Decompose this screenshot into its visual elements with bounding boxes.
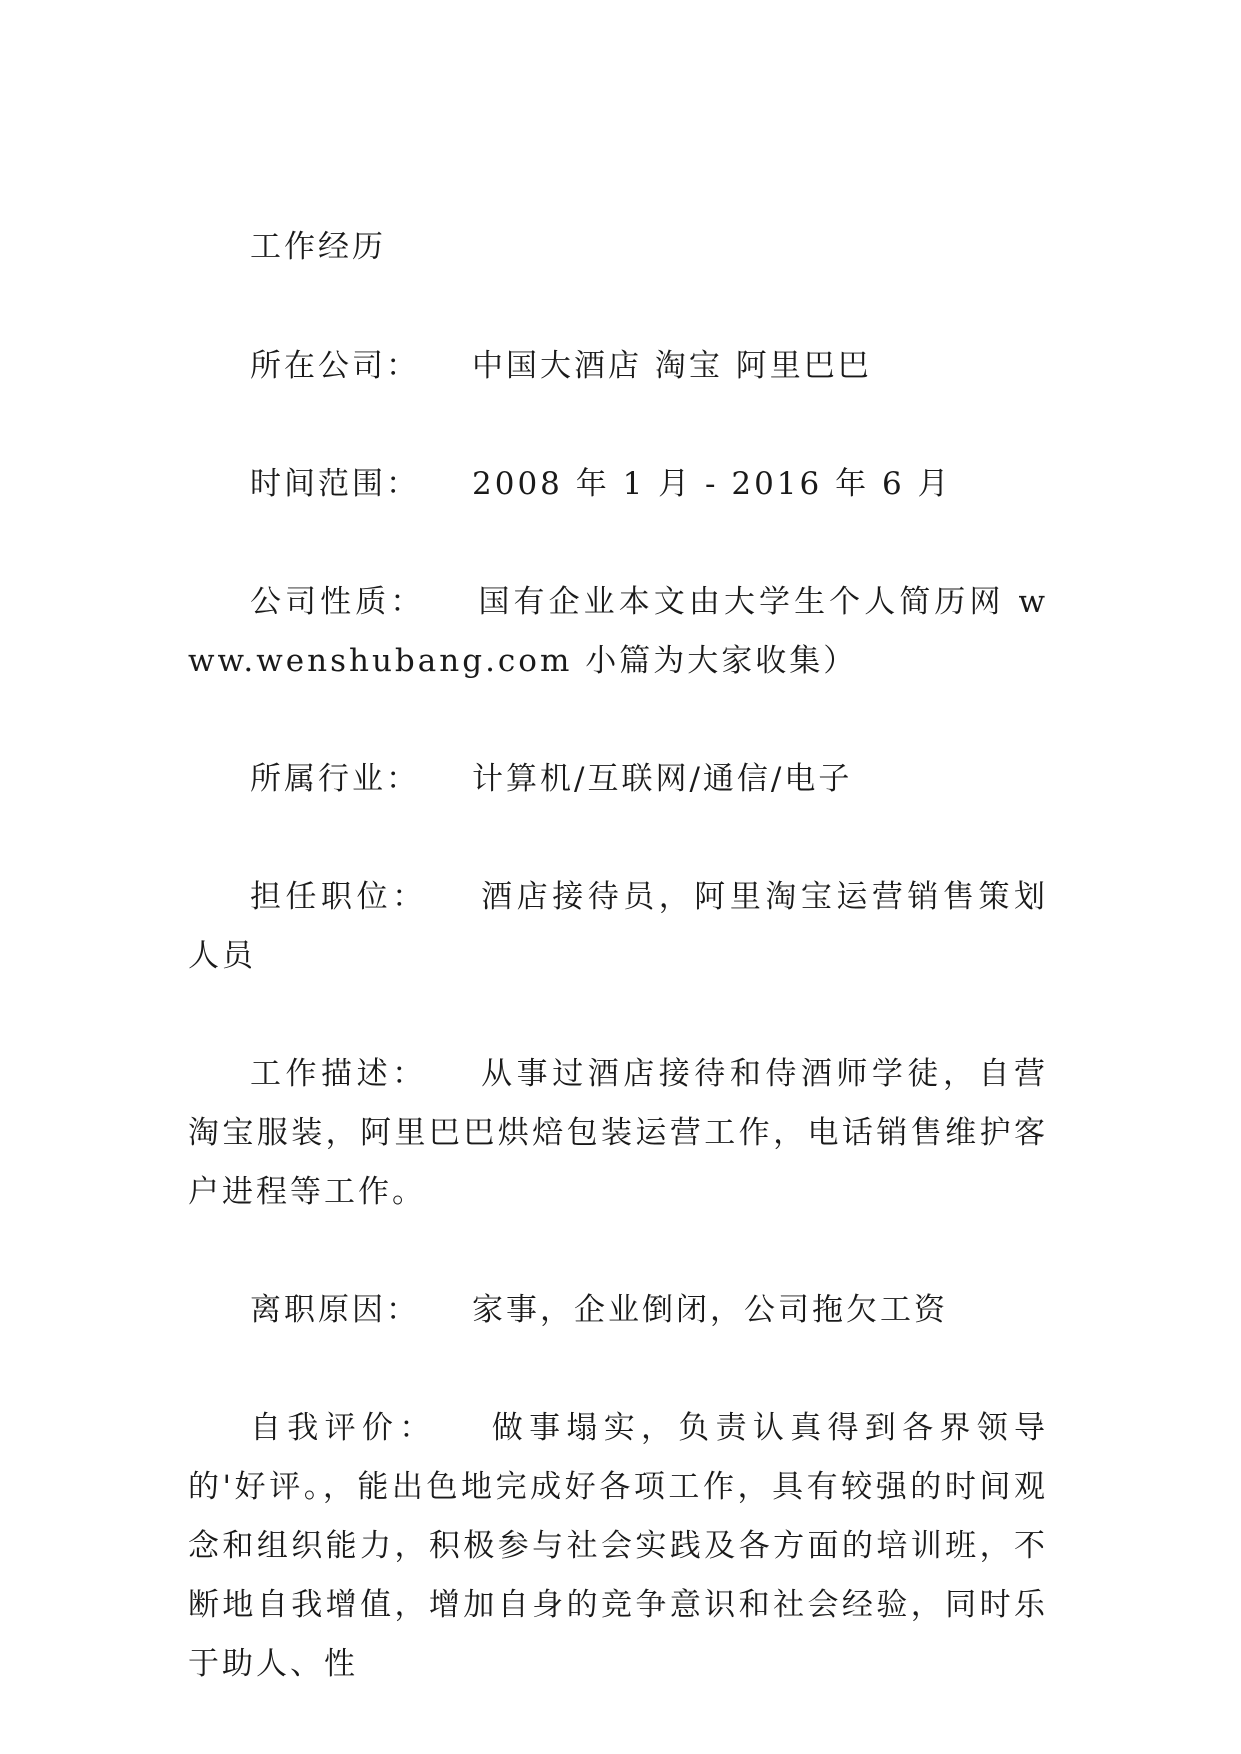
field-description-value: 从事过酒店接待和侍酒师学徒，自营淘宝服装，阿里巴巴烘焙包装运营工作，电话销售维护客户进程等工作。 xyxy=(188,1056,1049,1210)
field-reason-label: 离职原因： xyxy=(250,1292,420,1328)
field-company-value: 中国大酒店 淘宝 阿里巴巴 xyxy=(472,348,872,384)
field-evaluation-value: 做事塌实，负责认真得到各界领导的'好评。，能出色地完成好各项工作，具有较强的时间观念和组织能力，积极参与社会实践及各方面的培训班，不断地自我增值，增加自身的竞争意识和社会经验，同时乐于助人、性 xyxy=(188,1410,1048,1682)
field-industry xyxy=(188,750,1048,809)
field-nature xyxy=(188,573,1048,691)
field-position-value: 酒店接待员，阿里淘宝运营销售策划人员 xyxy=(188,879,1049,974)
field-position-label: 担任职位： xyxy=(250,879,428,915)
field-description xyxy=(188,1045,1048,1222)
field-industry-value: 计算机/互联网/通信/电子 xyxy=(472,761,853,797)
field-evaluation xyxy=(188,1399,1048,1694)
field-period xyxy=(188,455,1048,514)
field-nature-label: 公司性质： xyxy=(250,584,426,620)
resume-body xyxy=(188,218,1048,1753)
section-heading xyxy=(188,218,1048,277)
field-nature-value: 国有企业本文由大学生个人简历网 www.wenshubang.com 小篇为大家收集） xyxy=(188,584,1049,679)
field-period-value: 2008 年 1 月 - 2016 年 6 月 xyxy=(472,466,952,502)
field-company xyxy=(188,337,1048,396)
field-industry-label: 所属行业： xyxy=(250,761,420,797)
field-position xyxy=(188,868,1048,986)
field-company-label: 所在公司： xyxy=(250,348,420,384)
field-evaluation-label: 自我评价： xyxy=(250,1410,437,1446)
section-heading-text: 工作经历 xyxy=(250,229,386,265)
field-reason-value: 家事，企业倒闭，公司拖欠工资 xyxy=(472,1292,948,1328)
field-reason xyxy=(188,1281,1048,1340)
field-period-label: 时间范围： xyxy=(250,466,420,502)
field-description-label: 工作描述： xyxy=(250,1056,428,1092)
